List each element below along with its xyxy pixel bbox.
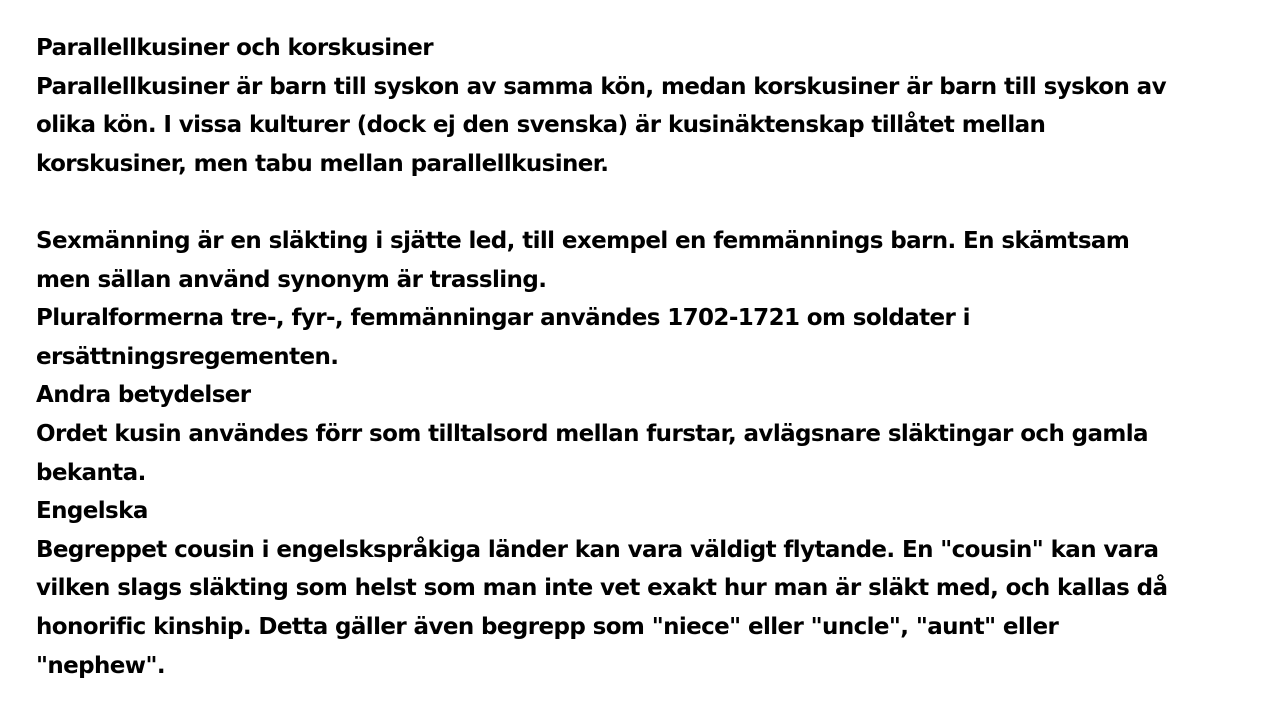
paragraph-line: ersättningsregementen. (36, 343, 339, 370)
paragraph-line: Parallellkusiner är barn till syskon av samma kön, medan korskusiner är barn till syskon av (36, 73, 1166, 100)
blank-line (36, 183, 1251, 222)
section-heading: Parallellkusiner och korskusiner (36, 35, 434, 61)
paragraph-line: olika kön. I vissa kulturer (dock ej den svenska) är kusinäktenskap tillåtet mellan (36, 112, 1046, 139)
paragraph-line: Sexmänning är en släkting i sjätte led, till exempel en femmännings barn. En skämtsam (36, 227, 1130, 254)
paragraph-line: Ordet kusin användes förr som tilltalsord mellan furstar, avlägsnare släktingar och gamla (36, 420, 1148, 447)
section-heading: Andra betydelser (36, 382, 251, 409)
section-heading: Engelska (36, 498, 148, 525)
paragraph-line: korskusiner, men tabu mellan parallellkusiner. (36, 150, 609, 177)
paragraph-line: men sällan använd synonym är trassling. (36, 266, 547, 293)
paragraph-line: "nephew". (36, 652, 165, 679)
paragraph-line: Pluralformerna tre-, fyr-, femmänningar användes 1702-1721 om soldater i (36, 305, 970, 332)
paragraph-line: bekanta. (36, 459, 146, 486)
text-block (36, 29, 1251, 685)
paragraph-line: vilken slags släkting som helst som man inte vet exakt hur man är släkt med, och kallas då (36, 575, 1168, 602)
paragraph-line: honorific kinship. Detta gäller även begrepp som "niece" eller "uncle", "aunt" eller (36, 613, 1059, 640)
paragraph-line: Begreppet cousin i engelskspråkiga länder kan vara väldigt flytande. En "cousin" kan vara (36, 536, 1159, 563)
